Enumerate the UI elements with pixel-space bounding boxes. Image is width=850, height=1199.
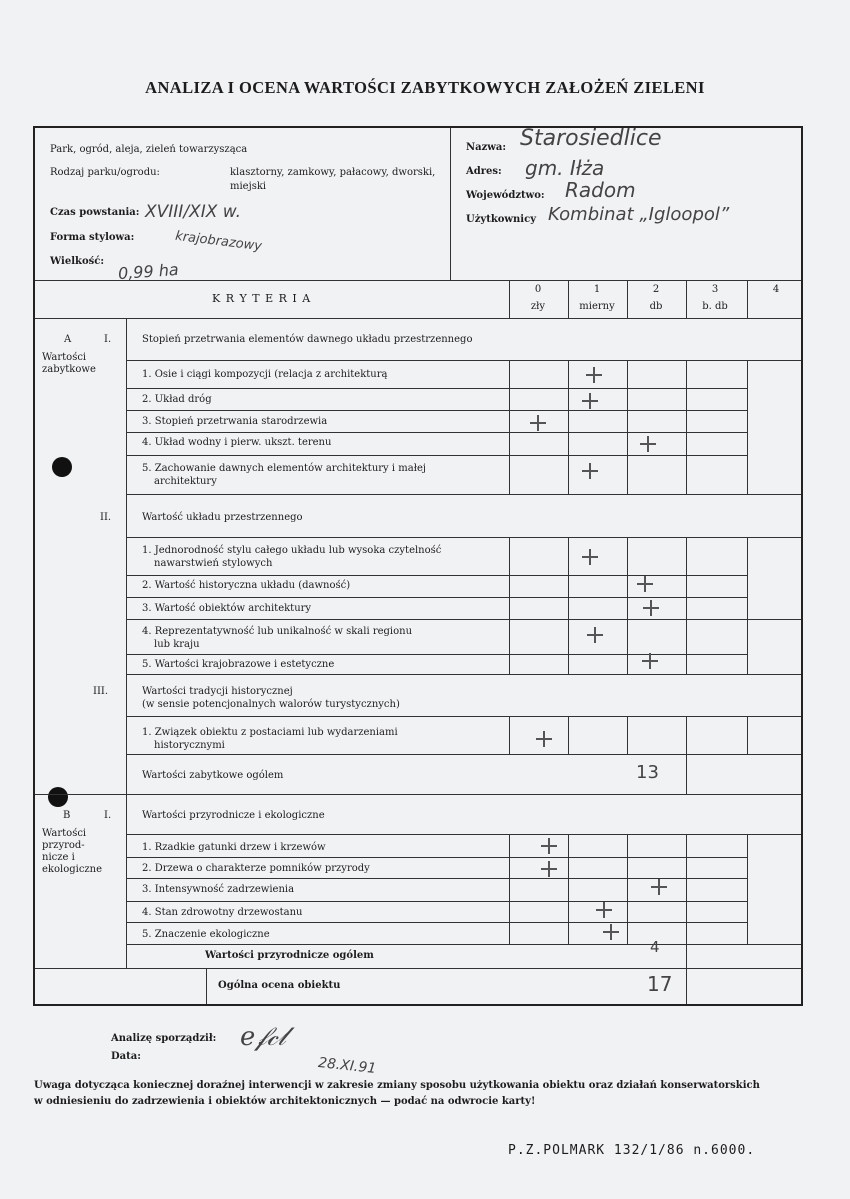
group-a2-title: Wartość układu przestrzennego: [142, 512, 303, 523]
col-rule: [686, 754, 687, 794]
mark-b1-3: [651, 879, 667, 895]
mark-a1-4: [640, 436, 656, 452]
users-label: Użytkownicy: [466, 214, 537, 225]
section-b-name-4: ekologiczne: [42, 864, 103, 875]
section-a-name: Wartości zabytkowe: [42, 352, 96, 375]
group-a1-title: Stopień przetrwania elementów dawnego układu przestrzennego: [142, 334, 473, 345]
analyst-signature: ℯ𝒻𝒸𝓁: [240, 1022, 287, 1052]
col-rule: [568, 834, 569, 944]
group-a3-roman: III.: [93, 686, 109, 697]
group-a2-roman: II.: [100, 512, 112, 523]
date-footer-value: 28.XI.91: [317, 1054, 377, 1078]
row-a2-2: 2. Wartość historyczna układu (dawność): [142, 580, 351, 591]
col-2-label: db: [649, 301, 663, 312]
kind-options-2: miejski: [230, 181, 267, 192]
voivodeship-value: Radom: [565, 178, 636, 202]
row-rule: [126, 537, 801, 538]
col-rule: [627, 537, 628, 674]
mark-b1-4: [596, 902, 612, 918]
row-a2-4-cont: lub kraju: [154, 639, 200, 650]
type-label: Park, ogród, aleja, zieleń towarzysząca: [50, 144, 248, 155]
header-rule: [35, 318, 801, 319]
total-a-label: Wartości zabytkowe ogólem: [142, 770, 284, 781]
col-0-num: 0: [534, 284, 542, 295]
group-b1-roman: I.: [104, 810, 112, 821]
row-rule: [126, 432, 748, 433]
col-rule: [509, 280, 510, 318]
row-rule: [126, 619, 801, 620]
col-rule: [686, 280, 687, 318]
col-rule: [747, 280, 748, 318]
col-rule: [686, 834, 687, 944]
row-rule: [126, 674, 801, 675]
row-rule: [126, 922, 748, 923]
row-rule: [126, 388, 748, 389]
section-b-name-1: Wartości: [42, 828, 87, 839]
col-4-num: 4: [772, 284, 780, 295]
section-a-letter: A: [64, 334, 72, 345]
col-rule: [686, 968, 687, 1004]
row-a3-1-cont: historycznymi: [154, 740, 225, 751]
row-b1-2: 2. Drzewa o charakterze pomników przyrody: [142, 863, 370, 874]
row-a1-3: 3. Stopień przetrwania starodrzewia: [142, 416, 328, 427]
date-value: XVIII/XIX w.: [145, 202, 241, 222]
col-rule: [686, 537, 687, 674]
col-rule: [747, 360, 748, 494]
col-rule: [509, 834, 510, 944]
mark-a1-3: [530, 415, 546, 431]
voivodeship-label: Województwo:: [466, 190, 545, 201]
overall-label: Ogólna ocena obiektu: [218, 980, 341, 991]
row-rule: [126, 575, 748, 576]
col-rule: [747, 537, 748, 674]
mark-b1-1: [541, 838, 557, 854]
style-label: Forma stylowa:: [50, 232, 135, 243]
row-b1-1: 1. Rzadkie gatunki drzew i krzewów: [142, 842, 326, 853]
mark-a2-2: [637, 576, 653, 592]
row-a1-1: 1. Osie i ciągi kompozycji (relacja z architekturą: [142, 369, 388, 380]
col-rule: [509, 537, 510, 674]
col-rule: [568, 537, 569, 674]
row-rule: [126, 754, 801, 755]
page-title: ANALIZA I OCENA WARTOŚCI ZABYTKOWYCH ZAŁOŻEŃ ZIELENI: [145, 78, 705, 97]
section-b-name-3: nicze i: [42, 852, 75, 863]
col-rule: [627, 834, 628, 944]
kind-label: Rodzaj parku/ogrodu:: [50, 167, 160, 178]
total-a-value: 13: [636, 762, 659, 783]
row-rule: [126, 360, 801, 361]
col-rule: [568, 360, 569, 494]
col-rule: [206, 968, 207, 1004]
col-rule: [686, 360, 687, 494]
style-value: krajobrazowy: [174, 228, 263, 255]
col-rule: [509, 360, 510, 494]
group-a3-title-2: (w sensie potencjonalnych walorów turystycznych): [142, 699, 400, 710]
col-rule: [568, 716, 569, 754]
row-a1-5-cont: architektury: [154, 476, 217, 487]
section-b-letter: B: [63, 810, 71, 821]
group-a1-roman: I.: [104, 334, 112, 345]
total-b-value: 4: [650, 938, 660, 956]
row-rule: [126, 834, 801, 835]
size-label: Wielkość:: [50, 256, 105, 267]
col-2-num: 2: [652, 284, 660, 295]
date-footer-label: Data:: [111, 1051, 141, 1062]
row-a2-5: 5. Wartości krajobrazowe i estetyczne: [142, 659, 335, 670]
mark-a1-2: [582, 393, 598, 409]
total-b-label: Wartości przyrodnicze ogólem: [205, 950, 374, 961]
col-rule: [627, 280, 628, 318]
date-label: Czas powstania:: [50, 207, 140, 218]
row-rule: [126, 455, 748, 456]
section-rule: [35, 794, 801, 795]
mark-a1-1: [586, 367, 602, 383]
row-a2-3: 3. Wartość obiektów architektury: [142, 603, 312, 614]
group-a3-title: Wartości tradycji historycznej: [142, 686, 293, 697]
mark-a2-3: [643, 600, 659, 616]
col-1-label: mierny: [579, 301, 615, 312]
row-rule: [126, 716, 801, 717]
mark-a1-5: [582, 463, 598, 479]
mark-a2-5: [642, 653, 658, 669]
col-rule: [627, 716, 628, 754]
section-b-name-2: przyrod-: [42, 840, 85, 851]
col-rule: [627, 360, 628, 494]
row-rule: [126, 857, 748, 858]
info-divider: [450, 128, 451, 280]
name-label: Nazwa:: [466, 142, 507, 153]
mark-b1-2: [541, 861, 557, 877]
row-a1-2: 2. Układ dróg: [142, 394, 212, 405]
address-value: gm. Iłża: [525, 156, 605, 180]
mark-a3-1: [536, 731, 552, 747]
row-a1-4: 4. Układ wodny i pierw. ukszt. terenu: [142, 437, 332, 448]
mark-a2-4: [587, 627, 603, 643]
col-rule: [509, 716, 510, 754]
printer-mark: P.Z.POLMARK 132/1/86 n.6000.: [508, 1143, 756, 1158]
size-value: 0,99 ha: [117, 259, 180, 284]
row-rule: [126, 944, 801, 945]
col-0-label: zły: [530, 301, 546, 312]
note-line-1: Uwaga dotycząca koniecznej doraźnej interwencji w zakresie zmiany sposobu użytkowania obiektu oraz działań konserwatorskich: [34, 1080, 760, 1091]
gutter-rule: [126, 318, 127, 968]
col-rule: [747, 716, 748, 754]
row-a1-5: 5. Zachowanie dawnych elementów architektury i małej: [142, 463, 426, 474]
analysis-label: Analizę sporządził:: [111, 1033, 217, 1044]
col-3-label: b. db: [702, 301, 728, 312]
col-1-num: 1: [593, 284, 601, 295]
row-a2-1-cont: nawarstwień stylowych: [154, 558, 273, 569]
col-rule: [686, 716, 687, 754]
row-rule: [126, 597, 748, 598]
mark-b1-5: [603, 924, 619, 940]
mark-a2-1: [582, 549, 598, 565]
col-rule: [747, 834, 748, 944]
col-3-num: 3: [711, 284, 719, 295]
note-line-2: w odniesieniu do zadrzewienia i obiektów architektonicznych — podać na odwrocie karty!: [34, 1096, 536, 1107]
row-b1-4: 4. Stan zdrowotny drzewostanu: [142, 907, 303, 918]
col-rule: [686, 944, 687, 968]
row-b1-3: 3. Intensywność zadrzewienia: [142, 884, 295, 895]
row-a2-1: 1. Jednorodność stylu całego układu lub wysoka czytelność: [142, 545, 442, 556]
row-rule: [126, 410, 748, 411]
criteria-header: K R Y T E R I A: [212, 292, 312, 305]
users-value: Kombinat „Igloopol”: [548, 204, 730, 225]
row-rule: [126, 494, 801, 495]
group-b1-title: Wartości przyrodnicze i ekologiczne: [142, 810, 325, 821]
name-value: Starosiedlice: [520, 126, 662, 151]
kind-options: klasztorny, zamkowy, pałacowy, dworski,: [230, 167, 436, 178]
row-a2-4: 4. Reprezentatywność lub unikalność w skali regionu: [142, 626, 413, 637]
row-rule: [126, 901, 748, 902]
address-label: Adres:: [466, 166, 502, 177]
overall-value: 17: [647, 972, 673, 996]
col-rule: [568, 280, 569, 318]
row-b1-5: 5. Znaczenie ekologiczne: [142, 929, 270, 940]
row-a3-1: 1. Związek obiektu z postaciami lub wydarzeniami: [142, 727, 398, 738]
